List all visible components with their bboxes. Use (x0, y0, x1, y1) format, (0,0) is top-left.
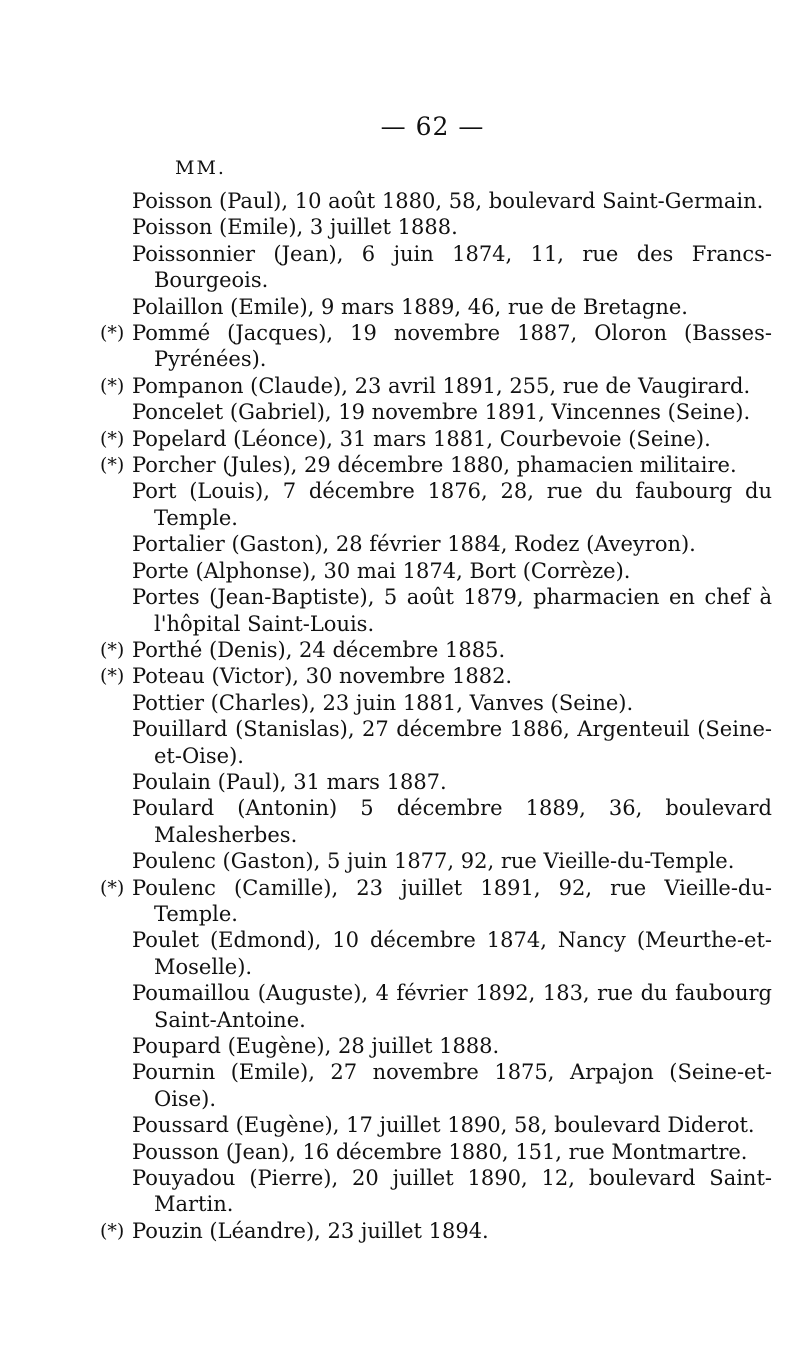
list-item (0, 716, 772, 769)
entry-text: Poncelet (Gabriel), 19 novembre 1891, Vincennes (Seine). (132, 400, 751, 425)
list-item (0, 927, 772, 980)
list-item (0, 769, 772, 795)
entry-text: Poulard (Antonin) 5 décembre 1889, 36, boulevard Malesherbes. (132, 796, 772, 847)
entry-text: Pouyadou (Pierre), 20 juillet 1890, 12, boulevard Saint-Martin. (132, 1166, 772, 1217)
entry-text: Poissonnier (Jean), 6 juin 1874, 11, rue des Francs-Bourgeois. (132, 241, 772, 293)
entry-text: Poussard (Eugène), 17 juillet 1890, 58, boulevard Diderot. (132, 1113, 755, 1138)
entry-text: Poulain (Paul), 31 mars 1887. (132, 769, 447, 794)
entry-text: Porthé (Denis), 24 décembre 1885. (132, 637, 506, 662)
asterisk-marker: (*) (100, 454, 125, 477)
entry-text: Poulet (Edmond), 10 décembre 1874, Nancy (Meurthe-et-Moselle). (132, 928, 772, 979)
entry-text: Portes (Jean-Baptiste), 5 août 1879, pharmacien en chef à l'hôpital Saint-Louis. (132, 585, 772, 636)
entry-text: Port (Louis), 7 décembre 1876, 28, rue du faubourg du Temple. (132, 479, 772, 530)
entry-text: Poteau (Victor), 30 novembre 1882. (132, 664, 513, 689)
asterisk-marker: (*) (100, 876, 125, 899)
list-item (0, 188, 772, 214)
list-item (0, 584, 772, 637)
list-item (0, 1059, 772, 1112)
list-item (0, 294, 772, 320)
entry-text: Pousson (Jean), 16 décembre 1880, 151, rue Montmartre. (132, 1139, 748, 1164)
asterisk-marker: (*) (100, 665, 125, 688)
entry-text: Poisson (Paul), 10 août 1880, 58, boulevard Saint-Germain. (132, 189, 764, 213)
list-item (0, 1112, 772, 1138)
entry-text: Pommé (Jacques), 19 novembre 1887, Oloron (Basses-Pyrénées). (132, 321, 772, 372)
entry-text: Porcher (Jules), 29 décembre 1880, phamacien militaire. (132, 453, 737, 478)
list-item (0, 214, 772, 240)
entry-text: Poumaillou (Auguste), 4 février 1892, 183, rue du faubourg Saint-Antoine. (132, 981, 772, 1032)
asterisk-marker: (*) (100, 1219, 125, 1242)
list-item (0, 795, 772, 848)
list-item (0, 663, 772, 689)
entry-text: Pournin (Emile), 27 novembre 1875, Arpajon (Seine-et-Oise). (132, 1060, 772, 1111)
entry-text: Pouzin (Léandre), 23 juillet 1894. (132, 1218, 489, 1243)
list-item (0, 399, 772, 425)
list-item (0, 558, 772, 584)
entry-text: Pompanon (Claude), 23 avril 1891, 255, rue de Vaugirard. (132, 373, 751, 398)
entry-text: Poulenc (Gaston), 5 juin 1877, 92, rue Vieille-du-Temple. (132, 849, 735, 874)
list-item (0, 373, 772, 399)
list-item (0, 980, 772, 1033)
honorific-heading: MM. (175, 157, 226, 179)
list-item (0, 320, 772, 373)
asterisk-marker: (*) (100, 638, 125, 661)
asterisk-marker: (*) (100, 374, 125, 397)
list-item (0, 1218, 772, 1244)
list-item (0, 478, 772, 531)
list-item (0, 848, 772, 874)
entry-text: Pouillard (Stanislas), 27 décembre 1886, Argenteuil (Seine-et-Oise). (132, 717, 772, 768)
entry-text: Poisson (Emile), 3 juillet 1888. (132, 215, 458, 240)
entry-text: Poupard (Eugène), 28 juillet 1888. (132, 1034, 500, 1058)
list-item (0, 690, 772, 716)
list-item (0, 1033, 772, 1059)
asterisk-marker: (*) (100, 322, 125, 345)
entry-text: Polaillon (Emile), 9 mars 1889, 46, rue de Bretagne. (132, 294, 688, 319)
entry-text: Pottier (Charles), 23 juin 1881, Vanves (Seine). (132, 690, 634, 715)
list-item (0, 637, 772, 663)
entry-text: Popelard (Léonce), 31 mars 1881, Courbevoie (Seine). (132, 426, 711, 451)
list-item (0, 426, 772, 452)
list-item (0, 1139, 772, 1165)
list-item (0, 531, 772, 557)
list-item (0, 1165, 772, 1218)
list-item (0, 241, 772, 294)
list-item (0, 452, 772, 478)
entry-text: Porte (Alphonse), 30 mai 1874, Bort (Corrèze). (132, 558, 631, 583)
entry-text: Portalier (Gaston), 28 février 1884, Rodez (Aveyron). (132, 532, 696, 557)
page-number: — 62 — (380, 112, 485, 141)
member-list (0, 188, 800, 1244)
asterisk-marker: (*) (100, 427, 125, 450)
list-item (0, 875, 772, 928)
entry-text: Poulenc (Camille), 23 juillet 1891, 92, rue Vieille-du-Temple. (132, 875, 772, 926)
